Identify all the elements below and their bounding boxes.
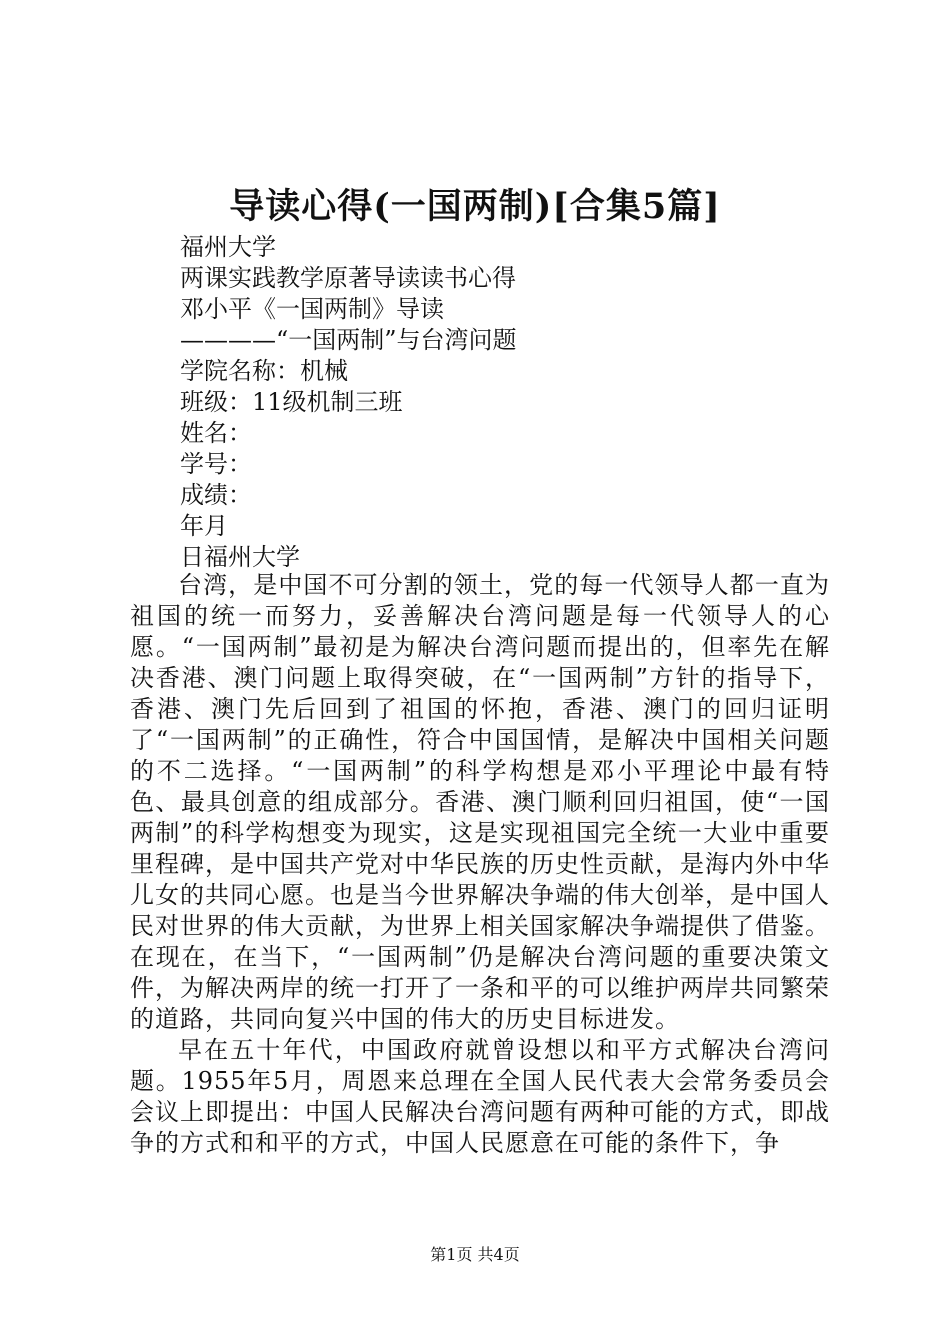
school-name: 福州大学 <box>180 233 276 261</box>
body-text <box>130 570 830 1159</box>
name-field: 姓名： <box>180 419 252 447</box>
grade-field: 成绩： <box>180 481 252 509</box>
course-name: 两课实践教学原著导读读书心得 <box>180 264 516 292</box>
page-number-footer: 第1页 共4页 <box>430 1245 520 1264</box>
college-field: 学院名称：机械 <box>180 357 348 385</box>
document-title: 导读心得(一国两制)[合集5篇] <box>229 186 721 227</box>
cover-info <box>180 232 880 573</box>
student-id-field: 学号： <box>180 450 252 478</box>
reading-subtitle: ————“一国两制”与台湾问题 <box>180 326 517 354</box>
class-field: 班级：11级机制三班 <box>180 388 403 416</box>
date-year-month: 年月 <box>180 512 228 540</box>
date-day-school: 日福州大学 <box>180 543 300 571</box>
reading-title: 邓小平《一国两制》导读 <box>180 295 444 323</box>
paragraph: 早在五十年代，中国政府就曾设想以和平方式解决台湾问题。1955年5月，周恩来总理在全国人民代表大会常务委员会会议上即提出：中国人民解决台湾问题有两种可能的方式，即战争的方式和和平的方式，中国人民愿意在可能的条件下，争 <box>130 1036 830 1157</box>
paragraph: 台湾，是中国不可分割的领土，党的每一代领导人都一直为祖国的统一而努力，妥善解决台湾问题是每一代领导人的心愿。“一国两制”最初是为解决台湾问题而提出的，但率先在解决香港、澳门问题上取得突破，在“一国两制”方针的指导下，香港、澳门先后回到了祖国的怀抱，香港、澳门的回归证明了“一国两制”的正确性，符合中国国情，是解决中国相关问题的不二选择。“一国两制”的科学构想是邓小平理论中最有特色、最具创意的组成部分。香港、澳门顺利回归祖国，使“一国两制”的科学构想变为现实，这是实现祖国完全统一大业中重要里程碑，是中国共产党对中华民族的历史性贡献，是海内外中华儿女的共同心愿。也是当今世界解决争端的伟大创举，是中国人民对世界的伟大贡献，为世界上相关国家解决争端提供了借鉴。在现在，在当下，“一国两制”仍是解决台湾问题的重要决策文件，为解决两岸的统一打开了一条和平的可以维护两岸共同繁荣的道路，共同向复兴中国的伟大的历史目标进发。 <box>130 571 830 1033</box>
